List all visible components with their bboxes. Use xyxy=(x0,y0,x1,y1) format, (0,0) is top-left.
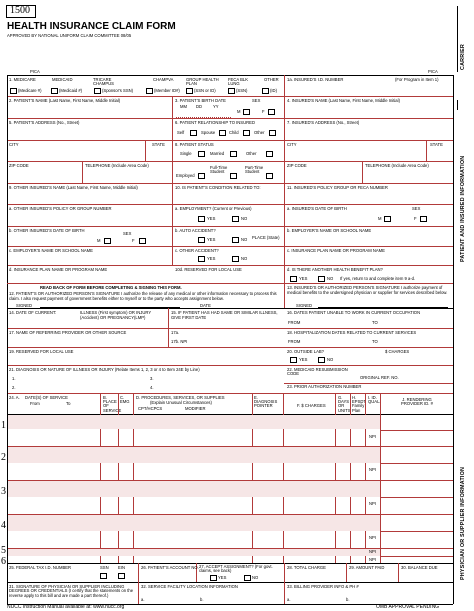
b8-single: Single xyxy=(180,151,192,156)
b6-spouse: Spouse xyxy=(201,130,216,135)
patient-zip: ZIP CODE xyxy=(9,163,29,168)
b24c-label: C. EMG xyxy=(120,395,130,405)
b11a-f-check[interactable] xyxy=(420,216,427,222)
b8-fulltime-check[interactable] xyxy=(230,173,237,179)
b18-from: FROM xyxy=(288,339,301,344)
b17-label: 17. NAME OF REFERRING PROVIDER OR OTHER SOURCE xyxy=(9,330,127,335)
diag-1: 1. xyxy=(12,376,16,381)
b24h-label: H. EPSDT Family Plan xyxy=(352,395,366,413)
b1-other-sub: (ID) xyxy=(270,88,277,93)
b8-single-check[interactable] xyxy=(198,151,205,157)
b33a: a. xyxy=(287,597,291,602)
npi-4: NPI xyxy=(369,535,376,540)
line-number-5: 5 xyxy=(1,545,6,556)
b3-label: 3. PATIENT'S BIRTH DATE xyxy=(175,98,226,103)
b8-other-check[interactable] xyxy=(266,151,273,157)
b19-label: 19. RESERVED FOR LOCAL USE xyxy=(9,349,74,354)
b1-feca: FECA BLK LUNG xyxy=(228,77,249,87)
b24d-cpt: CPT/HCPCS xyxy=(138,406,163,411)
b9-label: 9. OTHER INSURED'S NAME (Last Name, First Name, Middle Initial) xyxy=(9,185,138,190)
b8-employed-check[interactable] xyxy=(198,173,205,179)
b18-to: TO xyxy=(372,339,378,344)
b1-medicare: 1. MEDICARE xyxy=(9,77,36,82)
b10b-no: NO xyxy=(241,237,248,242)
b30-label: 30. BALANCE DUE xyxy=(401,565,438,570)
insured-state: STATE xyxy=(430,142,443,147)
patient-tel: TELEPHONE (Include Area Code) xyxy=(85,163,149,168)
b24d-label: D. PROCEDURES, SERVICES, OR SUPPLIES xyxy=(136,395,225,400)
diag-3: 3. xyxy=(150,376,154,381)
line-number-2: 2 xyxy=(1,452,6,463)
b6-self-check[interactable] xyxy=(190,130,197,136)
b4-label: 4. INSURED'S NAME (Last Name, First Name, Middle Initial) xyxy=(287,98,400,103)
b3-date-field[interactable] xyxy=(176,110,231,118)
b8-other: Other xyxy=(246,151,257,156)
b11b-label: b. EMPLOYER'S NAME OR SCHOOL NAME xyxy=(287,228,372,233)
b3-f: F xyxy=(262,109,265,114)
b20-no-check[interactable] xyxy=(318,357,325,363)
form-title: HEALTH INSURANCE CLAIM FORM xyxy=(7,21,176,32)
b11a-m: M xyxy=(378,216,382,221)
b3-dd: DD xyxy=(196,104,203,109)
b9c-label: c. EMPLOYER'S NAME OR SCHOOL NAME xyxy=(9,248,93,253)
b20-label: 20. OUTSIDE LAB? xyxy=(287,349,325,354)
b1-feca-sub: (SSN) xyxy=(236,88,248,93)
b1-medicare-check[interactable] xyxy=(10,88,17,94)
b14-note: ILLNESS (First symptom) OR INJURY (Accident) OR PREGNANCY(LMP) xyxy=(80,310,152,320)
b29-label: 29. AMOUNT PAID xyxy=(349,565,385,570)
b9b-f: F xyxy=(132,238,135,243)
b7-label: 7. INSURED'S ADDRESS (No., Street) xyxy=(287,120,360,125)
carrier-label: CARRIER xyxy=(460,44,466,70)
b6-child: Child xyxy=(229,130,239,135)
b20-yes-check[interactable] xyxy=(290,357,297,363)
approved-line: APPROVED BY NATIONAL UNIFORM CLAIM COMMITTEE 08/05 xyxy=(7,33,132,38)
b5-label: 5. PATIENT'S ADDRESS (No., Street) xyxy=(9,120,80,125)
b24g-label: G. DAYS OR UNITS xyxy=(338,395,351,413)
b3-m-check[interactable] xyxy=(243,109,250,115)
b20-no: NO xyxy=(327,357,334,362)
b1-medicare-sub: (Medicare #) xyxy=(18,88,42,93)
b12-date: DATE xyxy=(200,303,211,308)
b11-label: 11. INSURED'S POLICY GROUP OR FECA NUMBER xyxy=(287,185,388,190)
b2-field[interactable] xyxy=(9,105,169,116)
b10b-no-check[interactable] xyxy=(232,237,239,243)
b24-to: To xyxy=(66,401,71,406)
b1-champva-sub: (Member ID#) xyxy=(154,88,180,93)
b3-sex: SEX xyxy=(252,98,261,103)
b15-label: 15. IF PATIENT HAS HAD SAME OR SIMILAR ILLNESS, GIVE FIRST DATE xyxy=(171,310,278,320)
b10a-label: a. EMPLOYMENT? (Current or Previous) xyxy=(175,206,252,211)
b10c-yes-check[interactable] xyxy=(198,256,205,262)
b1-group-check[interactable] xyxy=(186,88,193,94)
b20-yes: YES xyxy=(299,357,308,362)
npi-5: NPI xyxy=(369,549,376,554)
b22-label: 22. MEDICAID RESUBMISSION CODE xyxy=(287,367,348,377)
b11d-note: If yes, return to and complete item 9 a-d. xyxy=(340,276,416,281)
b24a-sub: DATE(S) OF SERVICE xyxy=(25,395,68,400)
b24i-label: I. ID. QUAL. xyxy=(368,395,381,405)
b9d-label: d. INSURANCE PLAN NAME OR PROGRAM NAME xyxy=(9,267,108,272)
b10b-place: PLACE (State) xyxy=(252,235,280,240)
b1-medicaid-sub: (Medicaid #) xyxy=(59,88,83,93)
b11d-no: NO xyxy=(327,276,334,281)
npi-6: NPI xyxy=(369,557,376,562)
b32b: b. xyxy=(200,597,204,602)
b8-parttime-check[interactable] xyxy=(266,173,273,179)
b9b-m: M xyxy=(97,238,101,243)
b1-medicaid: MEDICAID xyxy=(52,77,73,82)
patient-city: CITY xyxy=(9,142,19,147)
b31-label: 31. SIGNATURE OF PHYSICIAN OR SUPPLIER INCLUDING DEGREES OR CREDENTIALS (I certify that the statements on the reverse apply to this bill and are made a part thereof.) xyxy=(9,584,134,598)
b33b: b. xyxy=(346,597,350,602)
b18-label: 18. HOSPITALIZATION DATES RELATED TO CURRENT SERVICES xyxy=(287,330,417,335)
b9b-f-check[interactable] xyxy=(139,238,146,244)
b12-signed: SIGNED xyxy=(16,303,33,308)
insured-tel: TELEPHONE (Include Area Code) xyxy=(365,163,429,168)
b3-mm: MM xyxy=(180,104,187,109)
b10a-yes-check[interactable] xyxy=(198,216,205,222)
read-back: READ BACK OF FORM BEFORE COMPLETING & SIGNING THIS FORM. xyxy=(40,285,182,290)
pica-left: PICA xyxy=(30,69,40,74)
b25-ein-check[interactable] xyxy=(118,573,125,579)
b32a: a. xyxy=(141,597,145,602)
b13-signature-line[interactable] xyxy=(318,302,448,308)
b22-orig: ORIGINAL REF. NO. xyxy=(360,375,399,380)
b24j-label: J. RENDERING PROVIDER ID. # xyxy=(401,397,433,407)
b6-self: Self xyxy=(177,130,185,135)
b1a-field[interactable] xyxy=(287,84,449,94)
b20-charges: $ CHARGES xyxy=(385,349,410,354)
b1-other-check[interactable] xyxy=(262,88,269,94)
footer-left: NUCC Instruction Manual available at: www.nucc.org xyxy=(7,604,125,610)
b14-label: 14. DATE OF CURRENT: xyxy=(9,310,57,315)
patient-side-label: PATIENT AND INSURED INFORMATION xyxy=(460,155,466,262)
b16-from: FROM xyxy=(288,320,301,325)
b26-label: 26. PATIENT'S ACCOUNT NO. xyxy=(141,565,199,570)
b10c-yes: YES xyxy=(207,256,216,261)
b27-no: NO xyxy=(252,575,259,580)
b25-ssn: SSN xyxy=(100,565,109,570)
b27-label: 27. ACCEPT ASSIGNMENT? (For govt. claims, see back) xyxy=(199,564,273,574)
b27-yes-check[interactable] xyxy=(210,575,217,581)
line-number-4: 4 xyxy=(1,520,6,531)
b5-field[interactable] xyxy=(9,127,169,138)
b13-signed: SIGNED xyxy=(296,303,313,308)
b3-m: M xyxy=(237,109,241,114)
b10d-label: 10d. RESERVED FOR LOCAL USE xyxy=(175,267,242,272)
b1-champva-check[interactable] xyxy=(146,88,153,94)
b24e-label: E. DIAGNOSIS POINTER xyxy=(254,395,278,409)
b17a: 17a. xyxy=(171,330,180,335)
b1-group: GROUP HEALTH PLAN xyxy=(186,77,219,87)
insured-zip: ZIP CODE xyxy=(287,163,307,168)
b4-field[interactable] xyxy=(287,105,449,116)
b3-yy: YY xyxy=(213,104,219,109)
npi-3: NPI xyxy=(369,501,376,506)
b11a-m-check[interactable] xyxy=(384,216,391,222)
b1-tricare-sub: (Sponsor's SSN) xyxy=(102,88,134,93)
b25-ssn-check[interactable] xyxy=(100,573,107,579)
b1-tricare: TRICARE CHAMPUS xyxy=(93,77,114,87)
b24-from: From xyxy=(30,401,40,406)
b12-signature-line[interactable] xyxy=(40,302,180,308)
b10a-no: NO xyxy=(241,216,248,221)
b6-label: 6. PATIENT RELATIONSHIP TO INSURED xyxy=(175,120,255,125)
b33-label: 33. BILLING PROVIDER INFO & PH # xyxy=(287,584,359,589)
b32-label: 32. SERVICE FACILITY LOCATION INFORMATION xyxy=(141,584,238,589)
b6-other-check[interactable] xyxy=(269,130,276,136)
b24d-sub: (Explain Unusual Circumstances) xyxy=(150,400,212,405)
b7-field[interactable] xyxy=(287,127,449,138)
b9a-label: a. OTHER INSURED'S POLICY OR GROUP NUMBER xyxy=(9,206,112,211)
b11d-label: d. IS THERE ANOTHER HEALTH BENEFIT PLAN? xyxy=(287,267,383,272)
b16-to: TO xyxy=(372,320,378,325)
b24d-modifier: MODIFIER xyxy=(185,406,206,411)
b28-label: 28. TOTAL CHARGE xyxy=(287,565,326,570)
b1-other: OTHER xyxy=(264,77,279,82)
insured-city: CITY xyxy=(287,142,297,147)
b8-label: 8. PATIENT STATUS xyxy=(175,142,214,147)
b10c-label: c. OTHER ACCIDENT? xyxy=(175,248,219,253)
npi-2: NPI xyxy=(369,467,376,472)
b11d-yes-check[interactable] xyxy=(290,276,297,282)
b10-label: 10. IS PATIENT'S CONDITION RELATED TO: xyxy=(175,185,261,190)
b10c-no: NO xyxy=(241,256,248,261)
b23-label: 23. PRIOR AUTHORIZATION NUMBER xyxy=(287,384,362,389)
diag-4: 4. xyxy=(150,385,154,390)
b27-yes: YES xyxy=(218,575,227,580)
b17b: 17b. NPI xyxy=(171,339,188,344)
line-number-3: 3 xyxy=(1,486,6,497)
b2-label: 2. PATIENT'S NAME (Last Name, First Name, Middle Initial) xyxy=(9,98,121,103)
b6-other: Other xyxy=(254,130,265,135)
b10a-yes: YES xyxy=(207,216,216,221)
b16-label: 16. DATES PATIENT UNABLE TO WORK IN CURRENT OCCUPATION xyxy=(287,310,421,315)
b1-medicaid-check[interactable] xyxy=(51,88,58,94)
b9b-label: b. OTHER INSURED'S DATE OF BIRTH xyxy=(9,228,85,233)
b11c-label: c. INSURANCE PLAN NAME OR PROGRAM NAME xyxy=(287,248,385,253)
b6-spouse-check[interactable] xyxy=(219,130,226,136)
physician-side-label: PHYSICIAN OR SUPPLIER INFORMATION xyxy=(460,466,466,580)
form-number: 1500 xyxy=(10,5,30,16)
b11d-no-check[interactable] xyxy=(318,276,325,282)
diag-2: 2. xyxy=(12,385,16,390)
b27-no-check[interactable] xyxy=(244,575,251,581)
b1-group-sub: (SSN or ID) xyxy=(194,88,216,93)
b11d-yes: YES xyxy=(299,276,308,281)
b11a-f: F xyxy=(414,216,417,221)
b1a-note: (For Program in Item 1) xyxy=(395,77,439,82)
b12-text: 12. PATIENT'S OR AUTHORIZED PERSON'S SIGNATURE I authorize the release of any medical or other information necessary to process this claim. I also request payment of government benefits either to myself or to the party who accepts assignment below. xyxy=(9,291,277,301)
line-number-1: 1 xyxy=(1,420,6,431)
b1-champva: CHAMPVA xyxy=(153,77,174,82)
b6-child-check[interactable] xyxy=(243,130,250,136)
b10b-yes-check[interactable] xyxy=(198,237,205,243)
b8-fulltime: Full-Time Student xyxy=(210,165,228,175)
b8-parttime: Part-Time Student xyxy=(245,165,264,175)
b3-f-check[interactable] xyxy=(268,109,275,115)
b10a-no-check[interactable] xyxy=(232,216,239,222)
b8-employed: Employed xyxy=(176,173,195,178)
b1-tricare-check[interactable] xyxy=(94,88,101,94)
b25-ein: EIN xyxy=(118,565,125,570)
b25-label: 25. FEDERAL TAX I.D. NUMBER xyxy=(9,565,72,570)
b9b-m-check[interactable] xyxy=(104,238,111,244)
b8-married-check[interactable] xyxy=(230,151,237,157)
b1-feca-check[interactable] xyxy=(228,88,235,94)
patient-state: STATE xyxy=(152,142,165,147)
b11a-label: a. INSURED'S DATE OF BIRTH xyxy=(287,206,347,211)
b9b-sex: SEX xyxy=(123,231,132,236)
b11-field[interactable] xyxy=(287,192,449,202)
b13-text: 13. INSURED'S OR AUTHORIZED PERSON'S SIGNATURE I authorize payment of medical benefits to the undersigned physician or supplier for services described below. xyxy=(287,285,448,295)
b10c-no-check[interactable] xyxy=(232,256,239,262)
footer-right: OMB APPROVAL PENDING xyxy=(376,604,440,610)
b1a-label: 1a. INSURED'S I.D. NUMBER xyxy=(287,77,344,82)
b10b-label: b. AUTO ACCIDENT? xyxy=(175,228,216,233)
b24b-label: B. PLACE OF SERVICE xyxy=(103,395,122,413)
b24f-label: F. $ CHARGES xyxy=(297,403,326,408)
npi-1: NPI xyxy=(369,434,376,439)
b8-married: Married xyxy=(210,151,225,156)
b24a-label: 24. A. xyxy=(9,395,20,400)
pica-right: PICA xyxy=(428,69,438,74)
b10b-yes: YES xyxy=(207,237,216,242)
line-number-6: 6 xyxy=(1,556,6,567)
b11a-sex: SEX xyxy=(412,206,421,211)
b21-label: 21. DIAGNOSIS OR NATURE OF ILLNESS OR INJURY (Relate Items 1, 2, 3 or 4 to Item 24E by Line) xyxy=(9,367,200,372)
